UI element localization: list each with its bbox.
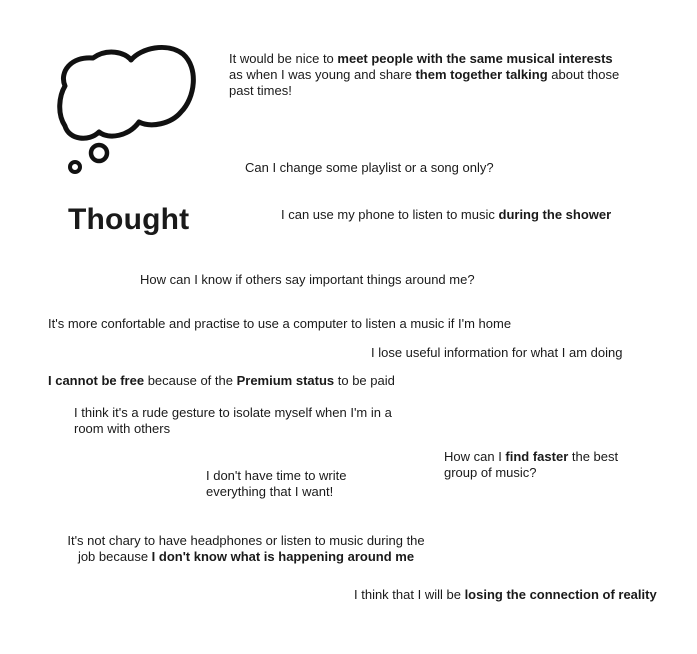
note-emphasis: find faster	[505, 449, 569, 464]
page-title: Thought	[68, 203, 190, 236]
note-text: I think that I will be	[354, 587, 465, 602]
note-computer-home	[48, 316, 568, 332]
note-meet-people	[229, 51, 629, 99]
note-text: I don't have time to write everything that I want!	[206, 468, 347, 499]
note-no-time	[206, 468, 366, 500]
note-text: to be paid	[334, 373, 395, 388]
note-text: because of the	[144, 373, 237, 388]
note-emphasis: I cannot be free	[48, 373, 145, 388]
note-text: I lose useful information for what I am doing	[371, 345, 623, 360]
note-text: as when I was young and share	[229, 67, 416, 82]
note-emphasis: I don't know what is happening around me	[151, 549, 415, 564]
note-text: How can I	[444, 449, 506, 464]
note-text: the best group of music?	[444, 449, 619, 480]
note-text: It's not chary to have headphones or listen to music during the job because	[67, 533, 425, 564]
note-emphasis: them together talking	[415, 67, 548, 82]
note-change-playlist	[245, 160, 545, 176]
note-lose-info	[371, 345, 671, 361]
note-others-important	[140, 272, 540, 288]
note-text: I can use my phone to listen to music	[281, 207, 499, 222]
note-find-faster	[444, 449, 634, 481]
note-text: Can I change some playlist or a song only?	[245, 160, 494, 175]
note-emphasis: losing the connection of reality	[464, 587, 657, 602]
note-text: It would be nice to	[229, 51, 338, 66]
note-text: It's more confortable and practise to use a computer to listen a music if I'm home	[48, 316, 512, 331]
note-emphasis: during the shower	[498, 207, 612, 222]
note-text: How can I know if others say important things around me?	[140, 272, 475, 287]
note-text: about those past times!	[229, 67, 620, 98]
note-text: I think it's a rude gesture to isolate myself when I'm in a room with others	[74, 405, 392, 436]
note-emphasis: Premium status	[236, 373, 335, 388]
note-emphasis: meet people with the same musical interests	[337, 51, 613, 66]
note-premium	[48, 373, 448, 389]
note-phone-shower	[281, 207, 661, 223]
thought-bubble-icon	[55, 40, 200, 185]
note-headphones-job	[66, 533, 426, 565]
note-rude-gesture	[74, 405, 414, 437]
note-losing-reality	[354, 587, 674, 603]
